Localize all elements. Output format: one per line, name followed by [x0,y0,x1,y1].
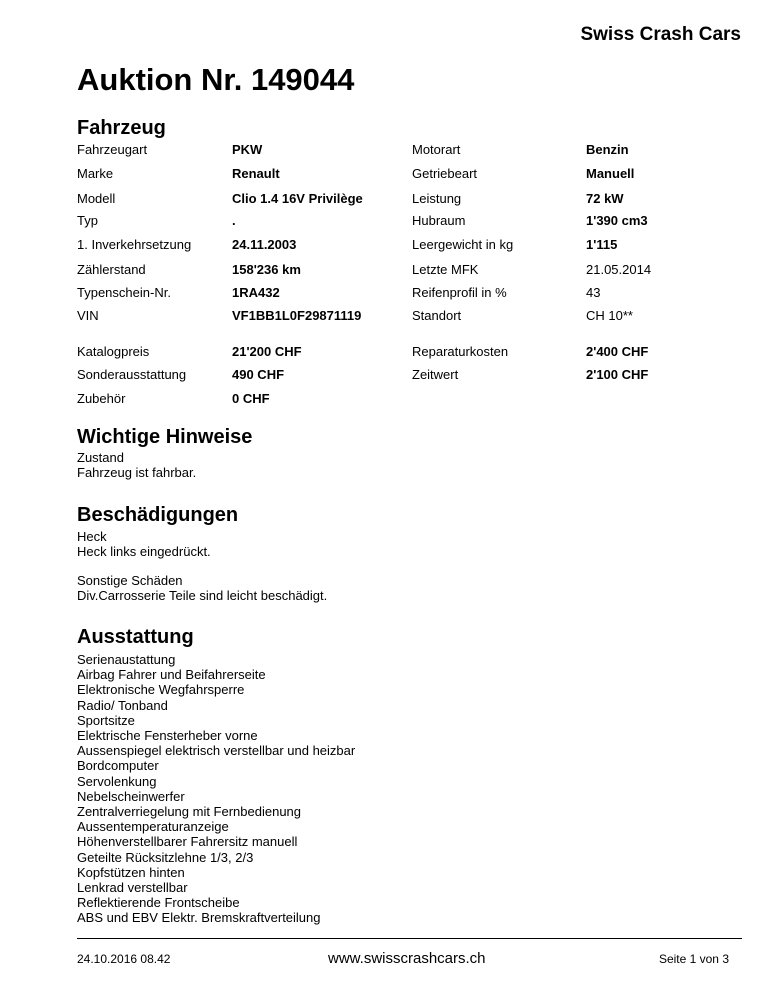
spec-label: Getriebeart [412,166,478,181]
footer-date: 24.10.2016 08.42 [77,952,171,966]
spec-value: 21.05.2014 [586,262,652,277]
equipment-item: Kopfstützen hinten [77,864,185,880]
section-heading-damages: Beschädigungen [77,504,239,526]
spec-value: Manuell [586,166,635,181]
footer-divider [77,938,742,939]
spec-value: 43 [586,285,601,300]
equipment-item: Bordcomputer [77,758,159,774]
equipment-item: Airbag Fahrer und Beifahrerseite [77,667,266,683]
spec-value: 1'115 [586,237,618,252]
spec-value: Renault [232,166,280,181]
spec-value: PKW [232,142,263,157]
spec-value: 21'200 CHF [232,344,302,359]
spec-label: Zubehör [77,391,126,406]
damage-block-other [77,573,327,603]
spec-value: 2'100 CHF [586,367,649,382]
equipment-item: ABS und EBV Elektr. Bremskraftverteilung [77,910,321,926]
spec-label: Reifenprofil in % [412,285,507,300]
spec-label: Leergewicht in kg [412,237,514,252]
spec-label: VIN [77,308,99,323]
spec-value: Clio 1.4 16V Privilège [232,191,363,206]
equipment-item: Geteilte Rücksitzlehne 1/3, 2/3 [77,849,254,865]
spec-label: Marke [77,166,114,181]
notes-line: Fahrzeug ist fahrbar. [77,465,197,481]
damage-line: Sonstige Schäden [77,573,183,588]
equipment-item: Aussenspiegel elektrisch verstellbar und heizbar [77,743,356,759]
damage-block-rear [77,529,211,559]
equipment-item: Elektrische Fensterheber vorne [77,728,258,744]
spec-value: 0 CHF [232,391,270,406]
spec-label: Reparaturkosten [412,344,509,359]
spec-label: Sonderausstattung [77,367,187,382]
spec-label: Fahrzeugart [77,142,148,157]
equipment-item: Aussentemperaturanzeige [77,819,229,835]
spec-value: CH 10** [586,308,633,323]
equipment-item: Serienaustattung [77,652,176,667]
spec-value: 158'236 km [232,262,301,277]
equipment-item: Servolenkung [77,773,157,789]
section-heading-notes: Wichtige Hinweise [77,426,253,448]
page-title: Auktion Nr. 149044 [77,62,355,97]
damage-line: Heck [77,529,107,544]
equipment-item: Höhenverstellbarer Fahrersitz manuell [77,834,298,850]
equipment-item: Zentralverriegelung mit Fernbedienung [77,804,302,820]
spec-label: Modell [77,191,116,206]
spec-label: Leistung [412,191,462,206]
damage-line: Div.Carrosserie Teile sind leicht beschädigt. [77,588,328,604]
spec-label: Typenschein-Nr. [77,285,171,300]
spec-label: Zählerstand [77,262,146,277]
spec-value: 72 kW [586,191,624,206]
spec-value: 490 CHF [232,367,285,382]
section-heading-equipment: Ausstattung [77,626,194,648]
spec-label: Typ [77,213,98,228]
equipment-list [77,652,355,926]
spec-value: 24.11.2003 [232,237,297,252]
spec-label: Motorart [412,142,461,157]
spec-label: Standort [412,308,462,323]
brand-name: Swiss Crash Cars [580,24,741,45]
spec-label: 1. Inverkehrsetzung [77,237,192,252]
footer-page-number: Seite 1 von 3 [658,952,729,966]
equipment-item: Elektronische Wegfahrsperre [77,682,245,698]
spec-label: Zeitwert [412,367,459,382]
spec-value: Benzin [586,142,629,157]
notes-text [77,450,196,480]
footer-website-link[interactable]: www.swisscrashcars.ch [328,950,486,967]
equipment-item: Nebelscheinwerfer [77,788,185,804]
spec-label: Hubraum [412,213,466,228]
spec-value: 1RA432 [232,285,280,300]
spec-value: . [232,213,236,228]
spec-value: VF1BB1L0F29871119 [232,308,362,323]
section-heading-vehicle: Fahrzeug [77,117,166,139]
spec-label: Letzte MFK [412,262,479,277]
equipment-item: Sportsitze [77,712,135,728]
damage-line: Heck links eingedrückt. [77,544,211,560]
equipment-item: Lenkrad verstellbar [77,880,188,896]
equipment-item: Reflektierende Frontscheibe [77,895,240,911]
spec-label: Katalogpreis [77,344,150,359]
spec-value: 1'390 cm3 [586,213,648,228]
notes-line: Zustand [77,450,124,465]
spec-value: 2'400 CHF [586,344,649,359]
equipment-item: Radio/ Tonband [77,697,168,713]
